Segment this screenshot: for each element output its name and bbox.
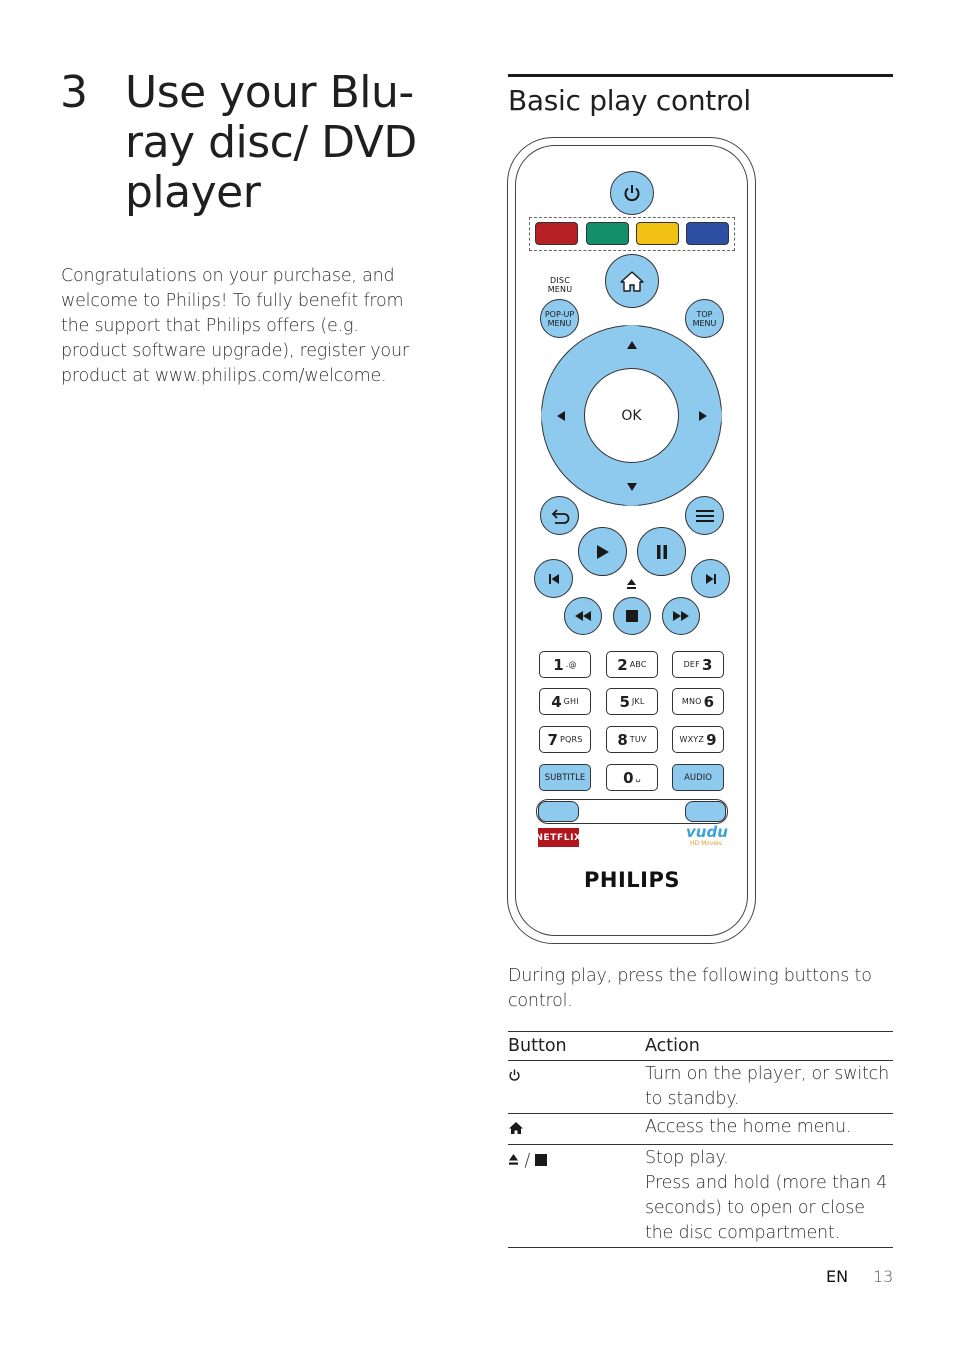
table-row <box>508 1145 893 1248</box>
remote-rewind-button <box>564 597 602 635</box>
remote-netflix-key <box>538 801 579 822</box>
numkey-9: WXYZ 9 <box>672 726 724 753</box>
red-key <box>535 222 578 245</box>
pause-icon <box>656 545 668 559</box>
numkey-8: 8 TUV <box>606 726 658 753</box>
play-icon <box>596 544 610 560</box>
arrow-left-icon <box>556 410 566 422</box>
rewind-icon <box>574 611 592 621</box>
remote-stop-button <box>613 597 651 635</box>
action-line-2: Press and hold (more than 4 seconds) to open or close the disc compartment. <box>645 1173 888 1243</box>
power-icon <box>508 1068 521 1082</box>
numkey-2: 2 ABC <box>606 651 658 678</box>
arrow-down-icon <box>626 482 638 492</box>
arrow-up-icon <box>626 340 638 350</box>
fast-forward-icon <box>672 611 690 621</box>
back-icon <box>549 507 571 525</box>
table-cell-button <box>508 1061 645 1114</box>
remote-pause-button <box>637 527 686 576</box>
table-cell-action <box>645 1145 893 1248</box>
numkey-7: 7 PQRS <box>539 726 591 753</box>
intro-paragraph: Congratulations on your purchase, and welcome to Philips! To fully benefit from the support that Philips offers (e.g. product software upgrade), register your product at www.philips.com/welcome. <box>61 266 409 386</box>
numkey-4: 4 GHI <box>539 688 591 715</box>
dpad-down <box>611 467 652 506</box>
home-icon <box>508 1121 524 1135</box>
numkey-5: 5 JKL <box>606 688 658 715</box>
home-icon <box>619 269 645 293</box>
philips-brand: PHILIPS <box>584 868 680 892</box>
vudu-logo: vudu HD Movies <box>686 823 728 847</box>
remote-home-button <box>605 254 659 308</box>
remote-options-button <box>685 496 724 535</box>
section-title: Basic play control <box>508 84 751 117</box>
icon-separator: / <box>524 1151 531 1171</box>
dpad-up <box>611 325 652 364</box>
power-icon <box>622 183 642 203</box>
button-action-table <box>508 1031 893 1248</box>
remote-vudu-key <box>685 801 726 822</box>
table-header-row <box>508 1032 893 1061</box>
chapter-number: 3 <box>60 67 88 118</box>
remote-power-button <box>610 171 654 215</box>
remote-popup-menu-button: POP-UP MENU <box>540 299 579 338</box>
numkey-3: DEF 3 <box>672 651 724 678</box>
dpad-right <box>683 395 722 436</box>
remote-next-button <box>691 559 730 598</box>
table-cell-action: Access the home menu. <box>645 1117 852 1137</box>
numkey-1: 1 .@ <box>539 651 591 678</box>
yellow-key <box>636 222 679 245</box>
column-header-action: Action <box>645 1036 700 1056</box>
blue-key <box>686 222 729 245</box>
skip-next-icon <box>705 573 717 585</box>
remote-audio-button: AUDIO <box>672 764 724 791</box>
remote-fast-forward-button <box>662 597 700 635</box>
footer-language: EN <box>826 1267 849 1286</box>
action-line-1: Stop play. <box>645 1148 729 1168</box>
numkey-6: MNO 6 <box>672 688 724 715</box>
green-key <box>586 222 629 245</box>
table-row <box>508 1061 893 1114</box>
numkey-0: 0 ␣ <box>606 764 658 791</box>
remote-subtitle-button: SUBTITLE <box>539 764 591 791</box>
skip-previous-icon <box>548 573 560 585</box>
remote-play-button <box>578 527 627 576</box>
remote-previous-button <box>534 559 573 598</box>
table-cell-button <box>508 1145 645 1248</box>
stop-icon <box>626 610 638 622</box>
stop-icon <box>535 1154 547 1166</box>
arrow-right-icon <box>698 410 708 422</box>
disc-menu-label: DISC MENU <box>547 276 573 294</box>
dpad-left <box>541 395 580 436</box>
remote-back-button <box>540 496 579 535</box>
section-rule <box>508 74 893 77</box>
column-header-button: Button <box>508 1036 567 1056</box>
table-cell-button <box>508 1114 645 1145</box>
table-row <box>508 1114 893 1145</box>
remote-ok-button: OK <box>584 368 679 463</box>
eject-icon <box>626 578 637 590</box>
table-cell-action: Turn on the player, or switch to standby. <box>645 1064 889 1109</box>
menu-lines-icon <box>695 508 715 524</box>
chapter-title: Use your Blu-ray disc/ DVD player <box>125 67 417 218</box>
lead-paragraph: During play, press the following buttons to control. <box>508 966 872 1011</box>
footer-page-number: 13 <box>873 1267 894 1286</box>
remote-top-menu-button: TOP MENU <box>685 299 724 338</box>
netflix-logo: NETFLIX <box>538 828 579 847</box>
eject-icon <box>508 1153 519 1166</box>
